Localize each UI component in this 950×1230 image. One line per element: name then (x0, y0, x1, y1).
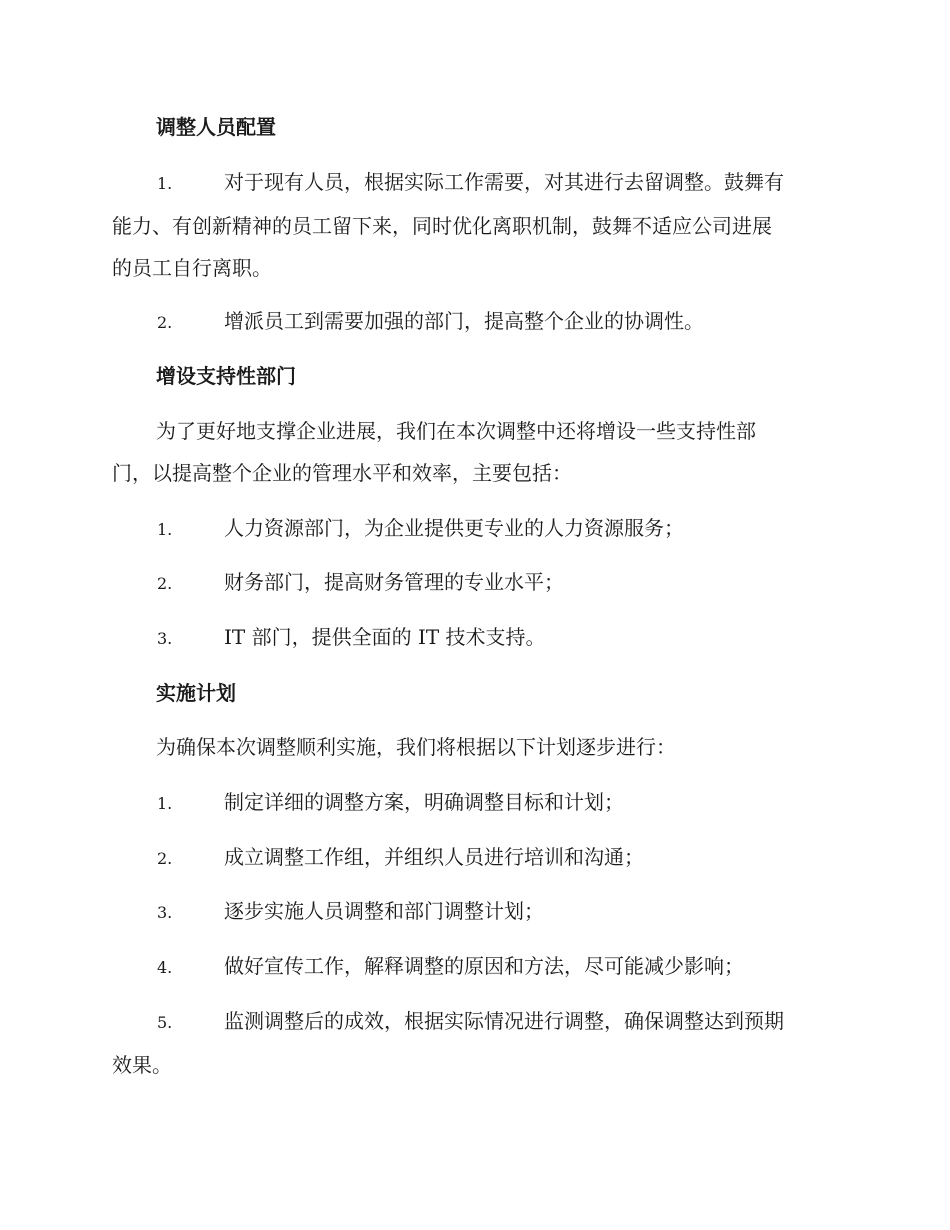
list-number: 3. (157, 903, 173, 922)
list-item (112, 836, 836, 880)
list-item (112, 300, 836, 344)
list-text: 做好宣传工作，解释调整的原因和方法，尽可能减少影响； (224, 954, 744, 978)
list-item (112, 507, 836, 551)
list-text-cont: 效果。 (112, 1053, 172, 1077)
list-number: 2. (157, 313, 173, 332)
list-item (112, 890, 836, 934)
list-number: 2. (157, 574, 173, 593)
list-number: 1. (157, 174, 173, 193)
list-number: 1. (157, 520, 173, 539)
list-text: 对于现有人员，根据实际工作需要，对其进行去留调整。鼓舞有 (224, 170, 784, 194)
list-text: 监测调整后的成效，根据实际情况进行调整，确保调整达到预期 (224, 1009, 784, 1033)
heading-staffing: 调整人员配置 (156, 115, 276, 139)
list-item (112, 616, 836, 660)
heading-plan: 实施计划 (156, 681, 236, 705)
list-text: 财务部门，提高财务管理的专业水平； (224, 570, 564, 594)
list-number: 3. (157, 629, 173, 648)
list-item (112, 561, 836, 605)
list-text: 逐步实施人员调整和部门调整计划； (224, 899, 544, 923)
list-number: 1. (157, 794, 173, 813)
intro-text: 为了更好地支撑企业进展，我们在本次调整中还将增设一些支持性部 (156, 419, 756, 443)
list-text: IT 部门，提供全面的 IT 技术支持。 (224, 625, 546, 649)
intro-text: 为确保本次调整顺利实施，我们将根据以下计划逐步进行： (156, 735, 676, 759)
list-text-cont: 能力、有创新精神的员工留下来，同时优化离职机制，鼓舞不适应公司进展 (112, 214, 772, 238)
list-text: 增派员工到需要加强的部门，提高整个企业的协调性。 (224, 309, 704, 333)
intro-text-cont: 门，以提高整个企业的管理水平和效率，主要包括： (112, 461, 572, 485)
list-text: 制定详细的调整方案，明确调整目标和计划； (224, 790, 624, 814)
list-number: 4. (157, 958, 173, 977)
intro-paragraph (112, 726, 836, 768)
list-text-cont: 的员工自行离职。 (112, 256, 272, 280)
list-item (112, 781, 836, 825)
heading-support: 增设支持性部门 (156, 364, 296, 388)
list-text: 人力资源部门，为企业提供更专业的人力资源服务； (224, 516, 684, 540)
list-text: 成立调整工作组，并组织人员进行培训和沟通； (224, 845, 644, 869)
list-item (112, 945, 836, 989)
list-item (112, 1000, 836, 1086)
intro-paragraph (112, 410, 836, 494)
list-number: 5. (157, 1013, 173, 1032)
list-item (112, 161, 836, 289)
list-number: 2. (157, 849, 173, 868)
